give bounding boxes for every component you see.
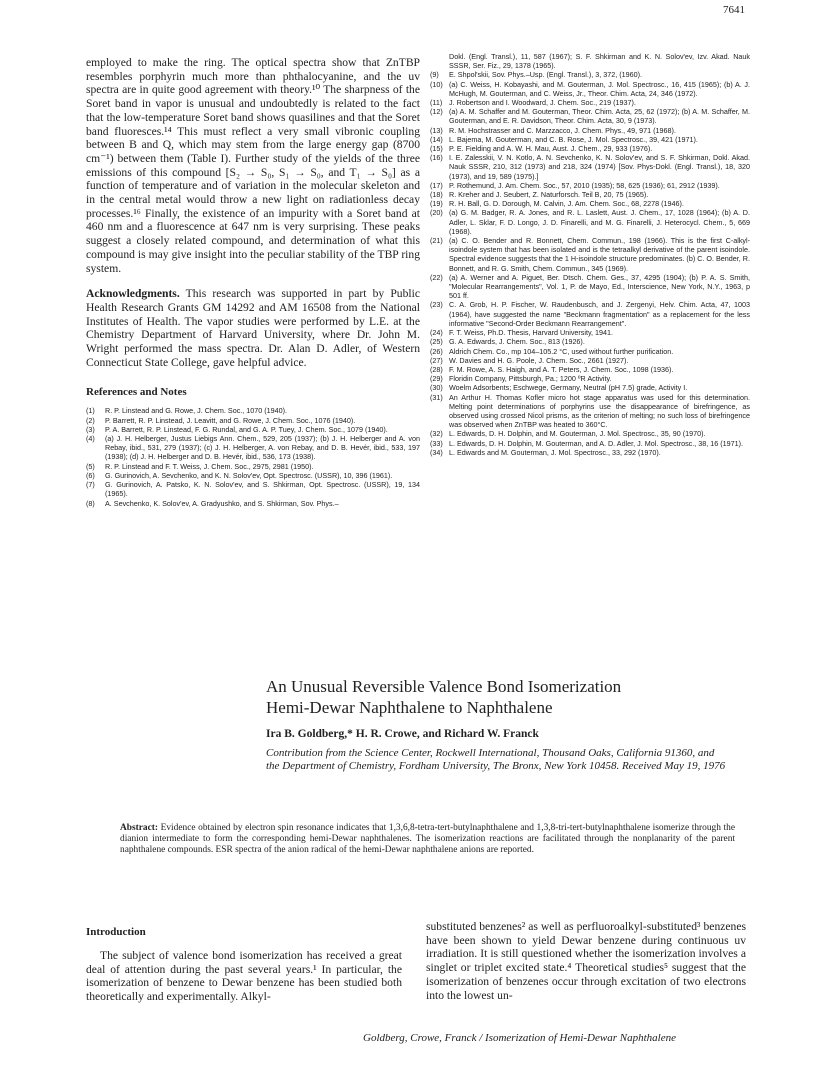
abstract [120, 823, 735, 857]
abstract-label: Abstract: [120, 823, 159, 833]
reference-item: (16) I. E. Zalesskii, V. N. Kotlo, A. N. Sevchenko, K. N. Solov'ev, and S. F. Shkirman, Dokl. Akad. Nauk SSSR, 210, 312 (1973) and 218, 324 (1974) [Sov. Phys-Dokl. (Engl. Transl.), 18, 320 (1973), and 19, 589 (1975).] [430, 153, 750, 181]
reference-item: (20) (a) G. M. Badger, R. A. Jones, and R. L. Laslett, Aust. J. Chem., 17, 1028 (1964); (b) A. D. Adler, L. Sklar, F. D. Longo, J. D. Finarelli, and M. G. Finarelli, J. Heterocycl. Chem., 5, 669 (1968). [430, 208, 750, 236]
introduction-text-left: The subject of valence bond isomerization has received a great deal of attention during the past several years.¹ In particular, the isomerization of benzene to Dewar benzene has been studied both theoretically and experimentally. Alkyl- [86, 949, 402, 1004]
reference-item: (2) P. Barrett, R. P. Linstead, J. Leavitt, and G. Rowe, J. Chem. Soc., 1076 (1940). [86, 415, 356, 425]
reference-item: (17) P. Rothemund, J. Am. Chem. Soc., 57, 2010 (1935); 58, 625 (1936); 61, 2912 (1939). [430, 180, 720, 190]
reference-item: (6) G. Gurinovich, A. Sevchenko, and K. N. Solov'ev, Opt. Spectrosc. (USSR), 10, 396 (1961). [86, 470, 393, 480]
reference-item: (3) P. A. Barrett, R. P. Linstead, F. G. Rundal, and G. A. P. Tuey, J. Chem. Soc., 1079 (1940). [86, 424, 388, 434]
reference-item: (4) (a) J. H. Helberger, Justus Liebigs Ann. Chem., 529, 205 (1937); (b) J. H. Helberger and A. von Rebay, ibid., 531, 279 (1937); (c) J. H. Helberger, A. von Rebay, and D. B. Hevér, ibid., 533, 197 (1938); (d) J. H. Helberger and D. B. Hevér, ibid., 536, 173 (1938). [86, 434, 420, 462]
reference-item: (23) C. A. Grob, H. P. Fischer, W. Raudenbusch, and J. Zergenyi, Helv. Chim. Acta, 47, 1003 (1964), have suggested the name "Beckmann fragmentation" as a replacement for the less informative "Second-Order Beckmann Rearrangement". [430, 300, 750, 328]
page-number: 7641 [723, 4, 745, 16]
reference-item: (14) L. Bajema, M. Gouterman, and C. B. Rose, J. Mol. Spectrosc., 39, 421 (1971). [430, 134, 698, 144]
reference-item: (1) R. P. Linstead and G. Rowe, J. Chem. Soc., 1070 (1940). [86, 406, 288, 416]
reference-item: (32) L. Edwards, D. H. Dolphin, and M. Gouterman, J. Mol. Spectrosc., 35, 90 (1970). [430, 429, 706, 439]
reference-item: (12) (a) A. M. Schaffer and M. Gouterman, Theor. Chim. Acta, 25, 62 (1972); (b) A. M. Schaffer, M. Gouterman, and E. R. Davidson, Theor. Chim. Acta, 30, 9 (1973). [430, 107, 750, 126]
reference-item: (29) Floridin Company, Pittsburgh, Pa.; 1200 ºR Activity. [430, 374, 612, 384]
reference-item: (13) R. M. Hochstrasser and C. Marzzacco, J. Chem. Phys., 49, 971 (1968). [430, 125, 676, 135]
reference-item: (18) R. Kreher and J. Seubert, Z. Naturforsch. Teil B, 20, 75 (1965). [430, 190, 649, 200]
reference-item: (11) J. Robertson and I. Woodward, J. Chem. Soc., 219 (1937). [430, 98, 636, 108]
reference-item: (24) F. T. Weiss, Ph.D. Thesis, Harvard University, 1941. [430, 328, 614, 338]
introduction-heading: Introduction [86, 926, 146, 938]
references-list-right [430, 70, 750, 457]
reference-item: (8) A. Sevchenko, K. Solov'ev, A. Gradyushko, and S. Shkirman, Sov. Phys.– [86, 498, 339, 508]
title-line-2: Hemi-Dewar Naphthalene to Naphthalene [266, 698, 553, 717]
acknowledgments-text: This research was supported in part by Public Health Research Grants GM 14292 and AM 16508 from the National Institutes of Health. The vapor studies were performed by L.E. at the Chemistry Department of Harvard University, where Dr. John M. Wright performed the mass spectra. Dr. Alan D. Adler, of Western Connecticut State College, gave helpful advice. [86, 287, 420, 369]
affiliation: Contribution from the Science Center, Rockwell International, Thousand Oaks, California 91360, and the Department of Chemistry, Fordham University, The Bronx, New York 10458. Received May 19, 1976 [266, 747, 726, 773]
article-title [266, 676, 706, 718]
reference-item: (27) W. Davies and H. G. Poole, J. Chem. Soc., 2661 (1927). [430, 355, 629, 365]
authors: Ira B. Goldberg,* H. R. Crowe, and Richard W. Franck [266, 728, 539, 740]
references-heading: References and Notes [86, 386, 187, 399]
reference-item: (5) R. P. Linstead and F. T. Weiss, J. Chem. Soc., 2975, 2981 (1950). [86, 461, 314, 471]
reference-item: (33) L. Edwards, D. H. Dolphin, M. Gouterman, and A. D. Adler, J. Mol. Spectrosc., 38, 16 (1971). [430, 438, 744, 448]
reference-item: (22) (a) A. Werner and A. Piguet, Ber. Dtsch. Chem. Ges., 37, 4295 (1904); (b) P. A. S. Smith, "Molecular Rearrangements", Vol. 1, P. de Mayo, Ed., Interscience, New York, N.Y., 1963, p 501 ff. [430, 272, 750, 301]
right-column [430, 52, 750, 457]
references-list-left [86, 406, 420, 507]
reference-item: (25) G. A. Edwards, J. Chem. Soc., 813 (1926). [430, 337, 585, 347]
reference-item: (7) G. Gurinovich, A. Patsko, K. N. Solov'ev, and S. Shkirman, Opt. Spectrosc. (USSR), 19, 134 (1965). [86, 480, 420, 499]
reference-item: (19) R. H. Ball, G. D. Dorough, M. Calvin, J. Am. Chem. Soc., 68, 2278 (1946). [430, 199, 684, 209]
reference-item: (15) P. E. Fielding and A. W. H. Mau, Aust. J. Chem., 29, 933 (1976). [430, 144, 653, 154]
reference-item: (10) (a) C. Weiss, H. Kobayashi, and M. Gouterman, J. Mol. Spectrosc., 16, 415 (1965); (b) A. J. McHugh, M. Gouterman, and C. Weiss, Jr., Theor. Chim. Acta, 24, 346 (1972). [430, 79, 750, 98]
title-line-1: An Unusual Reversible Valence Bond Isomerization [266, 677, 622, 696]
reference-item: (9) E. Shpol'skii, Sov. Phys.–Usp. (Engl. Transl.), 3, 372, (1960). [430, 70, 642, 80]
continued-reference: Dokl. (Engl. Transl.), 11, 587 (1967); S. F. Shkirman and K. N. Solov'ev, Izv. Akad. Nauk SSSR, Ser. Fiz., 29, 1378 (1965). [449, 52, 750, 71]
reference-item: (28) F. M. Rowe, A. S. Haigh, and A. T. Peters, J. Chem. Soc., 1098 (1936). [430, 364, 674, 374]
reference-item: (26) Aldrich Chem. Co., mp 104–105.2 °C, used without further purification. [430, 346, 674, 356]
body-paragraph: employed to make the ring. The optical spectra show that ZnTBP resembles porphyrin much more than phthalocyanine, and the uv spectra are in quite good agreement with theory.¹⁰ The sharpness of the Soret band in vapor is unusual and undoubtedly is related to the fact that the low-temperature Soret band shows quasilines and that the Soret band fluoresces.¹⁴ This must reflect a very small vibronic coupling between B and Q, which may stem from the large energy gap (8700 cm⁻¹) between them (Table I). Further study of the yields of the three emissions of this compound [S₂ → S₀, S₁ → S₀, and T₁ → S₀] as a function of temperature and of variation in the molecular skeleton and in the central metal would throw a new light on radiationless decay processes.¹⁶ Finally, the existence of an impurity with a Soret band at 460 nm and a fluorescence at 647 nm is very surprising. These peaks suggest a closely related compound, and determination of what this compound is may give insight into the peculiar stability of the TBP ring system. [86, 56, 420, 275]
reference-item: (34) L. Edwards and M. Gouterman, J. Mol. Spectrosc., 33, 292 (1970). [430, 447, 661, 457]
left-column [86, 56, 420, 508]
running-footer: Goldberg, Crowe, Franck / Isomerization of Hemi-Dewar Naphthalene [363, 1032, 676, 1044]
abstract-text: Evidence obtained by electron spin resonance indicates that 1,3,6,8-tetra-tert-butylnaphthalene and 1,3,8-tri-tert-butylnaphthalene isomerize through the dianion intermediate to form the corresponding hemi-Dewar naphthalenes. The isomerization reactions are facilitated through the nonplanarity of the parent naphthalene compounds. ESR spectra of the anion radical of the hemi-Dewar naphthalene anions are reported. [120, 823, 735, 856]
introduction-text-right: substituted benzenes² as well as perfluoroalkyl-substituted³ benzenes have been shown to yield Dewar benzene during continuous uv irradiation. It is still questioned whether the isomerization involves a singlet or triplet excited state.⁴ Theoretical studies⁵ suggest that the isomerization of benzenes occur through excitation of two electrons into the lowest un- [426, 920, 746, 1002]
reference-item: (30) Woelm Adsorbents; Eschwege, Germany, Neutral (pH 7.5) grade, Activity I. [430, 383, 688, 393]
reference-item: (31) An Arthur H. Thomas Kofler micro hot stage apparatus was used for this determination. Melting point determinations of porphyrins use the disappearance of birefringence, as observed using crossed Nicol prisms, as the criterion of melting; no such loss of birefringence was observed when ZnTBP was heated to 360°C. [430, 392, 750, 430]
acknowledgments [86, 287, 420, 369]
reference-item: (21) (a) C. O. Bender and R. Bonnett, Chem. Commun., 198 (1966). This is the first C-alkyl-isoindole system that has been isolated and is the tetraalkyl derivative of the parent isoindole. Spectral evidence suggests that the 1 H-isoindole structure predominates. (b) C. O. Bender, R. Bonnett, and R. G. Smith, Chem. Commun., 345 (1969). [430, 236, 750, 273]
acknowledgments-label: Acknowledgments. [86, 287, 180, 301]
